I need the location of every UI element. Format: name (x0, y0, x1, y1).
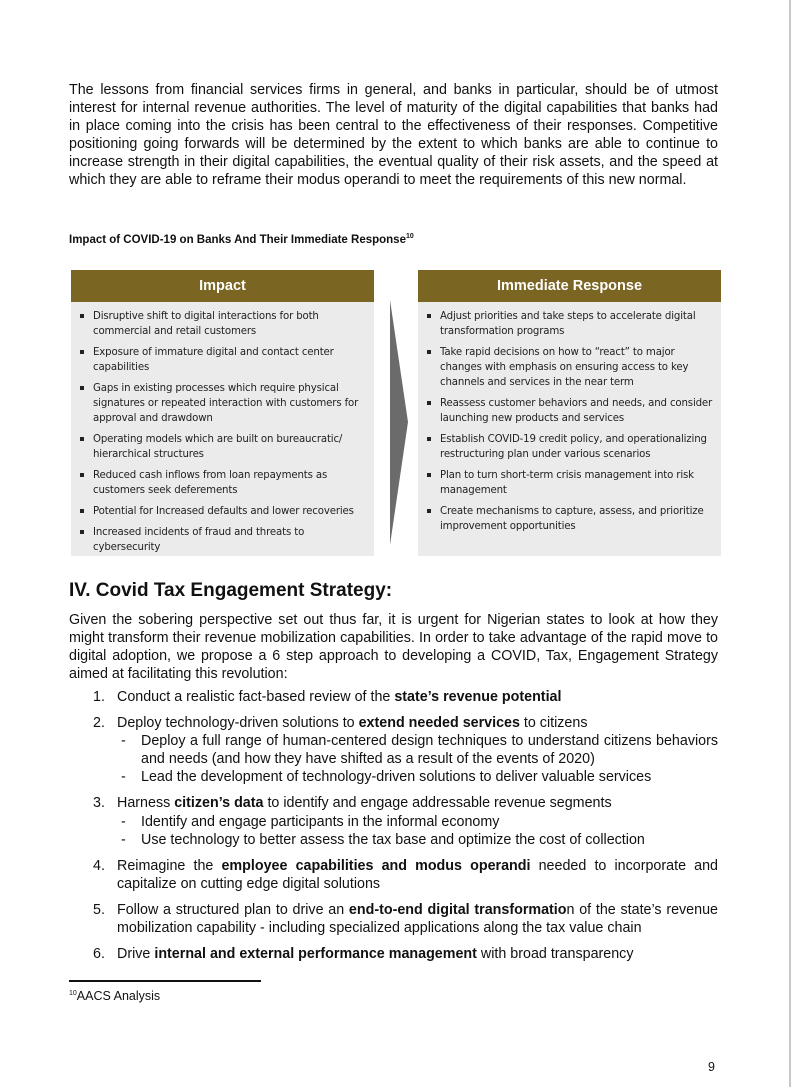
step-text: Follow a structured plan to drive an (117, 901, 349, 918)
section-paragraph: Given the sobering perspective set out thus far, it is urgent for Nigerian states to look at how they might transform their revenue mobilization capabilities. In order to take advantage of the rapid move to digital adoption, we propose a 6 step approach to developing a COVID, Tax, Engagement Strategy aimed at facilitating this revolution: (69, 612, 718, 683)
step-item (69, 714, 718, 786)
impact-item: Potential for Increased defaults and lower recoveries (93, 504, 368, 519)
page-number: 9 (708, 1060, 715, 1074)
response-item: Plan to turn short-term crisis management into risk management (440, 468, 715, 498)
step-number: 3. (93, 795, 105, 812)
impact-item: Operating models which are built on bureaucratic/ hierarchical structures (93, 432, 368, 462)
response-item: Adjust priorities and take steps to accelerate digital transformation programs (440, 309, 715, 339)
step-item (69, 857, 718, 893)
arrow-right-icon (388, 300, 410, 545)
step-text: Conduct a realistic fact-based review of the (117, 689, 395, 705)
section-title: IV. Covid Tax Engagement Strategy: (69, 580, 393, 601)
intro-paragraph: The lessons from financial services firms in general, and banks in particular, should be of utmost interest for internal revenue authorities. The level of maturity of the digital capabilities that banks had in place coming into the crisis has been central to the effectiveness of their responses. Competitive positioning going forwards will be determined by the extent to which banks are able to continue to increase strength in their digital capabilities, the eventual quality of their risk assets, and the speed at which they are able to reframe their modus operandi to meet the requirements of this new normal. (69, 82, 718, 189)
step-item (69, 945, 718, 963)
impact-item: Gaps in existing processes which require physical signatures or repeated interaction with customers for approval and drawdown (93, 381, 368, 426)
sub-item (117, 813, 718, 831)
step-number: 5. (93, 901, 105, 918)
sub-item (117, 831, 718, 849)
step-emphasis: end-to-end digital transformatio (348, 901, 567, 918)
footnote-ref[interactable]: 10 (405, 233, 414, 240)
sub-item (117, 732, 718, 768)
impact-item: Increased incidents of fraud and threats to cybersecurity (93, 525, 368, 555)
response-list (418, 302, 721, 534)
step-text: Harness (117, 795, 175, 812)
sub-item-text: Deploy a full range of human-centered design techniques to understand citizens behaviors and needs (and how they have shifted as a result of the events of 2020) (141, 733, 718, 768)
footnote-text: AACS Analysis (76, 989, 161, 1003)
step-item (69, 901, 718, 937)
step-number: 2. (93, 715, 105, 732)
step-text: Reimagine the (117, 857, 222, 874)
step-text: with broad transparency (476, 946, 634, 963)
impact-item: Disruptive shift to digital interactions for both commercial and retail customers (93, 309, 368, 339)
step-text: Deploy technology-driven solutions to (117, 715, 359, 732)
footnote (69, 989, 160, 1003)
impact-heading: Impact (71, 270, 374, 302)
impact-item: Exposure of immature digital and contact center capabilities (93, 345, 368, 375)
step-emphasis: state’s revenue potential (394, 689, 562, 705)
step-item (69, 688, 718, 706)
step-number: 1. (93, 689, 105, 705)
dash-bullet: - (121, 733, 126, 750)
footnote-divider (69, 980, 261, 982)
page-edge-line (789, 0, 791, 1087)
impact-box (71, 270, 374, 556)
step-emphasis: internal and external performance management (154, 946, 477, 963)
step-text: n of the state’s revenue mobilization capability - including specialized applications along the tax value chain (117, 901, 718, 937)
step-number: 4. (93, 857, 105, 874)
response-item: Establish COVID-19 credit policy, and operationalizing restructuring plan under various scenarios (440, 432, 715, 462)
sub-item-text: Lead the development of technology-driven solutions to deliver valuable services (141, 769, 652, 786)
response-box (418, 270, 721, 556)
step-text: needed to incorporate and capitalize on cutting edge digital solutions (117, 857, 719, 892)
impact-item: Reduced cash inflows from loan repayments as customers seek deferements (93, 468, 368, 498)
step-number: 6. (93, 946, 105, 963)
step-text: to citizens (519, 715, 588, 732)
step-emphasis: extend needed services (358, 715, 520, 732)
dash-bullet: - (121, 831, 126, 848)
figure-title (69, 233, 414, 246)
footnote-number: 10 (69, 990, 77, 997)
response-item: Create mechanisms to capture, assess, and prioritize improvement opportunities (440, 504, 715, 534)
sub-item-text: Identify and engage participants in the informal economy (141, 813, 500, 830)
figure-title-text: Impact of COVID-19 on Banks And Their Immediate Response (69, 234, 406, 246)
step-text: to identify and engage addressable revenue segments (263, 795, 612, 812)
dash-bullet: - (121, 813, 126, 830)
impact-list (71, 302, 374, 555)
step-emphasis: employee capabilities and modus operandi (221, 857, 531, 874)
step-emphasis: citizen’s data (174, 795, 264, 812)
arrow-shape (390, 300, 408, 545)
step-item (69, 794, 718, 848)
steps-list (69, 688, 718, 971)
response-item: Take rapid decisions on how to “react” to major changes with emphasis on ensuring access to key channels and services in the near term (440, 345, 715, 390)
sub-item (117, 768, 718, 786)
step-text: Drive (117, 946, 155, 963)
response-heading: Immediate Response (418, 270, 721, 302)
response-item: Reassess customer behaviors and needs, and consider launching new products and services (440, 396, 715, 426)
sub-item-text: Use technology to better assess the tax base and optimize the cost of collection (141, 831, 645, 848)
dash-bullet: - (121, 769, 126, 786)
